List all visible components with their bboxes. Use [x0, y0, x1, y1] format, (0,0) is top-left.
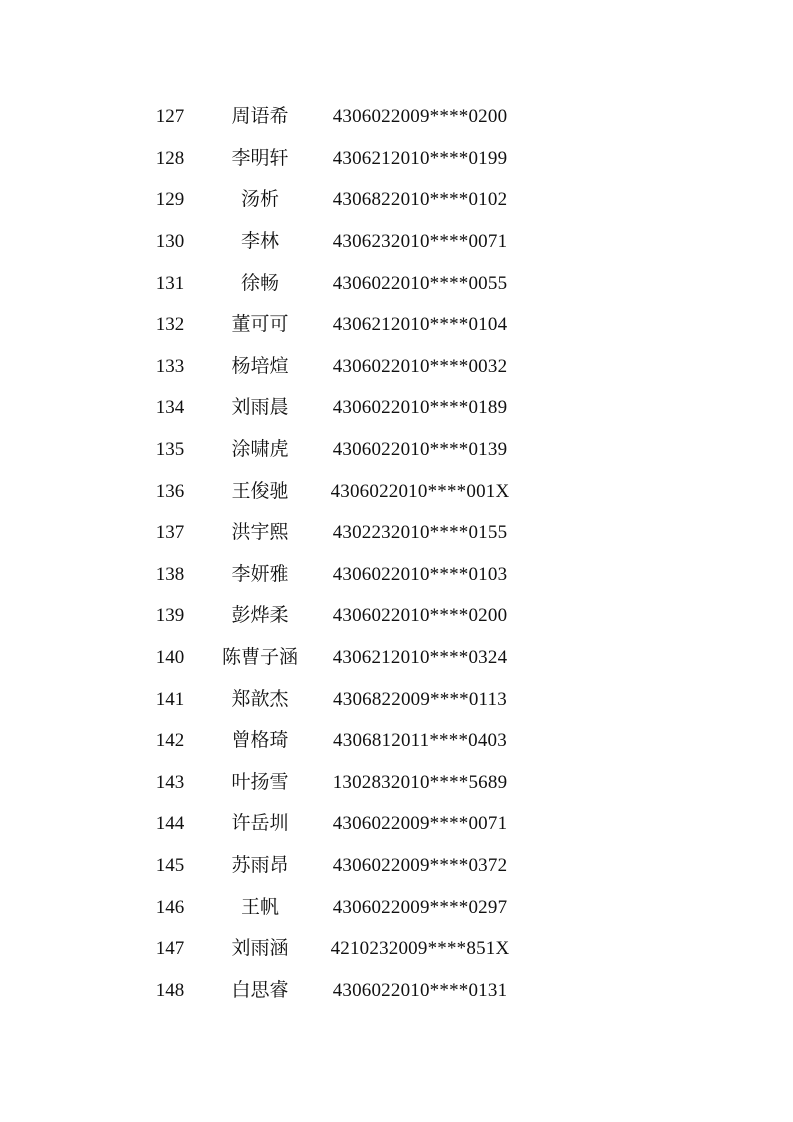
- student-name: 李妍雅: [231, 562, 289, 585]
- table-row: [140, 803, 560, 845]
- student-name: 陈曹子涵: [221, 646, 298, 669]
- table-row: [140, 262, 560, 304]
- id-number: 4306022010****0200: [332, 605, 508, 627]
- row-number: 132: [155, 314, 185, 336]
- row-number: 135: [155, 439, 185, 461]
- table-row: [140, 928, 560, 970]
- id-number: 4210232009****851X: [330, 938, 510, 960]
- row-number: 139: [155, 605, 185, 627]
- row-number: 128: [155, 147, 185, 169]
- row-number: 138: [155, 563, 185, 585]
- id-number: 4306022009****0200: [332, 106, 508, 128]
- table-row: [140, 387, 560, 429]
- id-number: 4306212010****0104: [332, 314, 508, 336]
- row-number: 140: [155, 647, 185, 669]
- student-name: 董可可: [231, 313, 289, 336]
- id-number: 4302232010****0155: [332, 522, 508, 544]
- id-number: 4306232010****0071: [332, 231, 508, 253]
- table-row: [140, 96, 560, 138]
- table-row: [140, 637, 560, 679]
- id-number: 4306822009****0113: [333, 688, 507, 710]
- student-name: 王俊驰: [231, 479, 289, 502]
- id-number: 4306022009****0071: [332, 813, 508, 835]
- row-number: 130: [155, 231, 185, 253]
- row-number: 131: [155, 272, 185, 294]
- id-number: 4306812011****0403: [333, 730, 507, 752]
- student-name: 许岳圳: [231, 812, 289, 835]
- id-number: 4306212010****0199: [332, 147, 508, 169]
- student-name: 周语希: [231, 105, 289, 128]
- table-row: [140, 429, 560, 471]
- student-name: 徐畅: [240, 271, 279, 294]
- id-number: 4306022010****0103: [332, 563, 508, 585]
- id-number: 1302832010****5689: [332, 771, 508, 793]
- table-row: [140, 346, 560, 388]
- row-number: 127: [155, 106, 185, 128]
- student-name: 叶扬雪: [231, 770, 289, 793]
- table-row: [140, 595, 560, 637]
- table-row: [140, 304, 560, 346]
- id-number: 4306022009****0297: [332, 896, 508, 918]
- row-number: 143: [155, 771, 185, 793]
- table-row: [140, 845, 560, 887]
- row-number: 142: [155, 730, 185, 752]
- id-number: 4306212010****0324: [332, 647, 508, 669]
- row-number: 133: [155, 355, 185, 377]
- id-number: 4306022010****0032: [332, 355, 508, 377]
- student-name: 李明轩: [231, 146, 289, 169]
- student-name: 洪宇熙: [231, 521, 289, 544]
- id-number: 4306022010****0055: [332, 272, 508, 294]
- table-row: [140, 678, 560, 720]
- id-number: 4306022009****0372: [332, 854, 508, 876]
- student-name: 郑歆杰: [231, 687, 289, 710]
- row-number: 137: [155, 522, 185, 544]
- student-name: 苏雨昂: [231, 853, 289, 876]
- table-row: [140, 762, 560, 804]
- student-name: 白思睿: [231, 978, 289, 1001]
- student-name: 彭烨柔: [231, 604, 289, 627]
- table-row: [140, 179, 560, 221]
- table-row: [140, 886, 560, 928]
- id-number: 4306822010****0102: [332, 189, 508, 211]
- table-row: [140, 138, 560, 180]
- roster-list: [140, 96, 560, 1011]
- table-row: [140, 221, 560, 263]
- row-number: 146: [155, 896, 185, 918]
- row-number: 141: [155, 688, 185, 710]
- row-number: 134: [155, 397, 185, 419]
- id-number: 4306022010****001X: [330, 480, 510, 502]
- row-number: 148: [155, 979, 185, 1001]
- table-row: [140, 720, 560, 762]
- table-row: [140, 512, 560, 554]
- row-number: 136: [155, 480, 185, 502]
- row-number: 144: [155, 813, 185, 835]
- student-name: 涂啸虎: [231, 438, 289, 461]
- row-number: 145: [155, 854, 185, 876]
- student-name: 王帆: [240, 895, 279, 918]
- id-number: 4306022010****0189: [332, 397, 508, 419]
- row-number: 147: [155, 938, 185, 960]
- student-name: 杨培煊: [231, 354, 289, 377]
- id-number: 4306022010****0139: [332, 439, 508, 461]
- student-name: 汤析: [240, 188, 279, 211]
- student-name: 刘雨晨: [231, 396, 289, 419]
- table-row: [140, 554, 560, 596]
- table-row: [140, 969, 560, 1011]
- row-number: 129: [155, 189, 185, 211]
- id-number: 4306022010****0131: [332, 979, 508, 1001]
- student-name: 李林: [240, 230, 279, 253]
- student-name: 刘雨涵: [231, 937, 289, 960]
- table-row: [140, 470, 560, 512]
- student-name: 曾格琦: [231, 729, 289, 752]
